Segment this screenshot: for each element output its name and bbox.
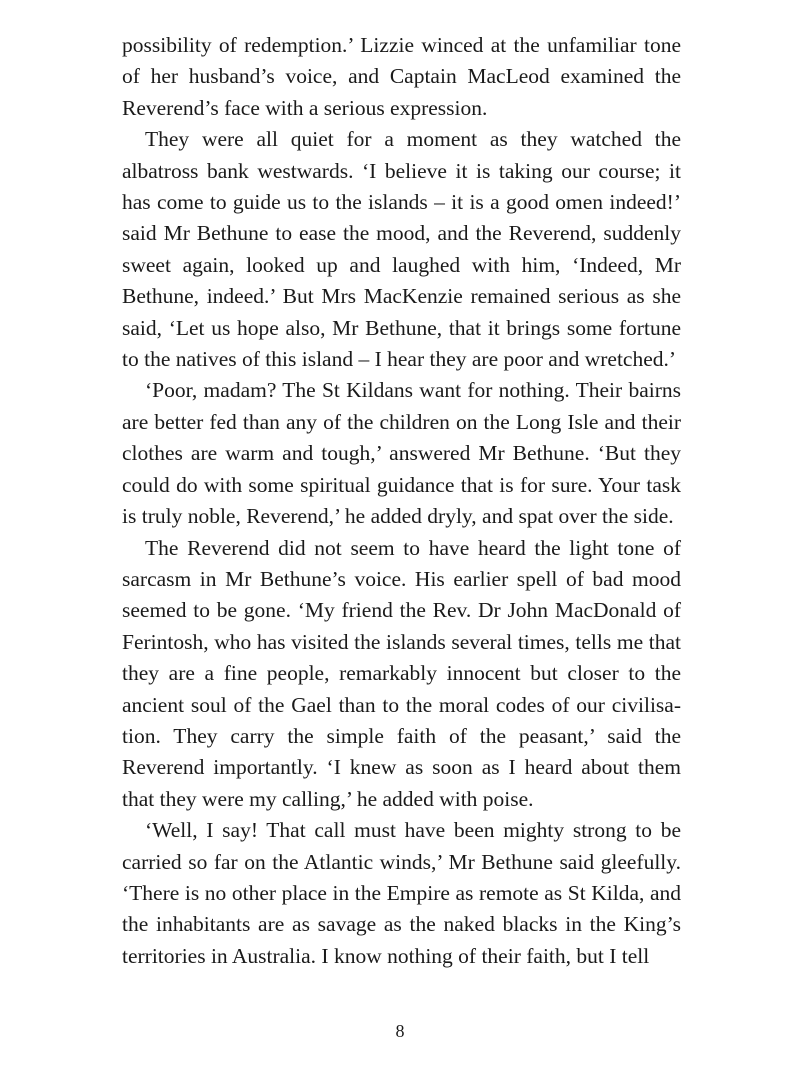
paragraph-1: possibility of redemption.’ Lizzie winced at the unfamiliar tone of her husband’s voice, and Captain MacLeod examined the Reverend’s face with a serious expression. bbox=[122, 33, 681, 120]
paragraph-3: ‘Poor, madam? The St Kildans want for nothing. Their bairns are better fed than any of the children on the Long Isle and their clothes are warm and tough,’ answered Mr Bethune. ‘But they could do with some spiritual guidance that is for sure. Your task is truly noble, Reverend,’ he added dryly, and spat over the side. bbox=[122, 378, 681, 529]
paragraph-5: ‘Well, I say! That call must have been mighty strong to be carried so far on the Atlantic winds,’ Mr Bethune said gleefully. ‘There is no other place in the Empire as remote as St Kilda, and the inhabitants are as savage as the naked blacks in the King’s territories in Australia. I know nothing of their faith, but I tell bbox=[122, 818, 681, 968]
paragraph-2: They were all quiet for a moment as they watched the albatross bank westwards. ‘I believe it is taking our course; it has come to guide us to the islands – it is a good omen indeed!’ said Mr Bethune to ease the mood, and the Reverend, suddenly sweet again, looked up and laughed with him, ‘Indeed, Mr Bethune, indeed.’ But Mrs MacKenzie remained serious as she said, ‘Let us hope also, Mr Bethune, that it brings some fortune to the natives of this island – I hear they are poor and wretched.’ bbox=[122, 127, 681, 372]
body-text bbox=[122, 30, 681, 972]
paragraph-4: The Reverend did not seem to have heard the light tone of sarcasm in Mr Bethune’s voice. His earlier spell of bad mood seemed to be gone. ‘My friend the Rev. Dr John MacDonald of Ferintosh, who has visited the islands several times, tells me that they are a fine people, remarkably innocent but closer to the ancient soul of the Gael than to the moral codes of our civilisation. They carry the simple faith of the peasant,’ said the Reverend importantly. ‘I knew as soon as I heard about them that they were my calling,’ he added with poise. bbox=[122, 535, 681, 811]
page-number: 8 bbox=[395, 1021, 405, 1041]
